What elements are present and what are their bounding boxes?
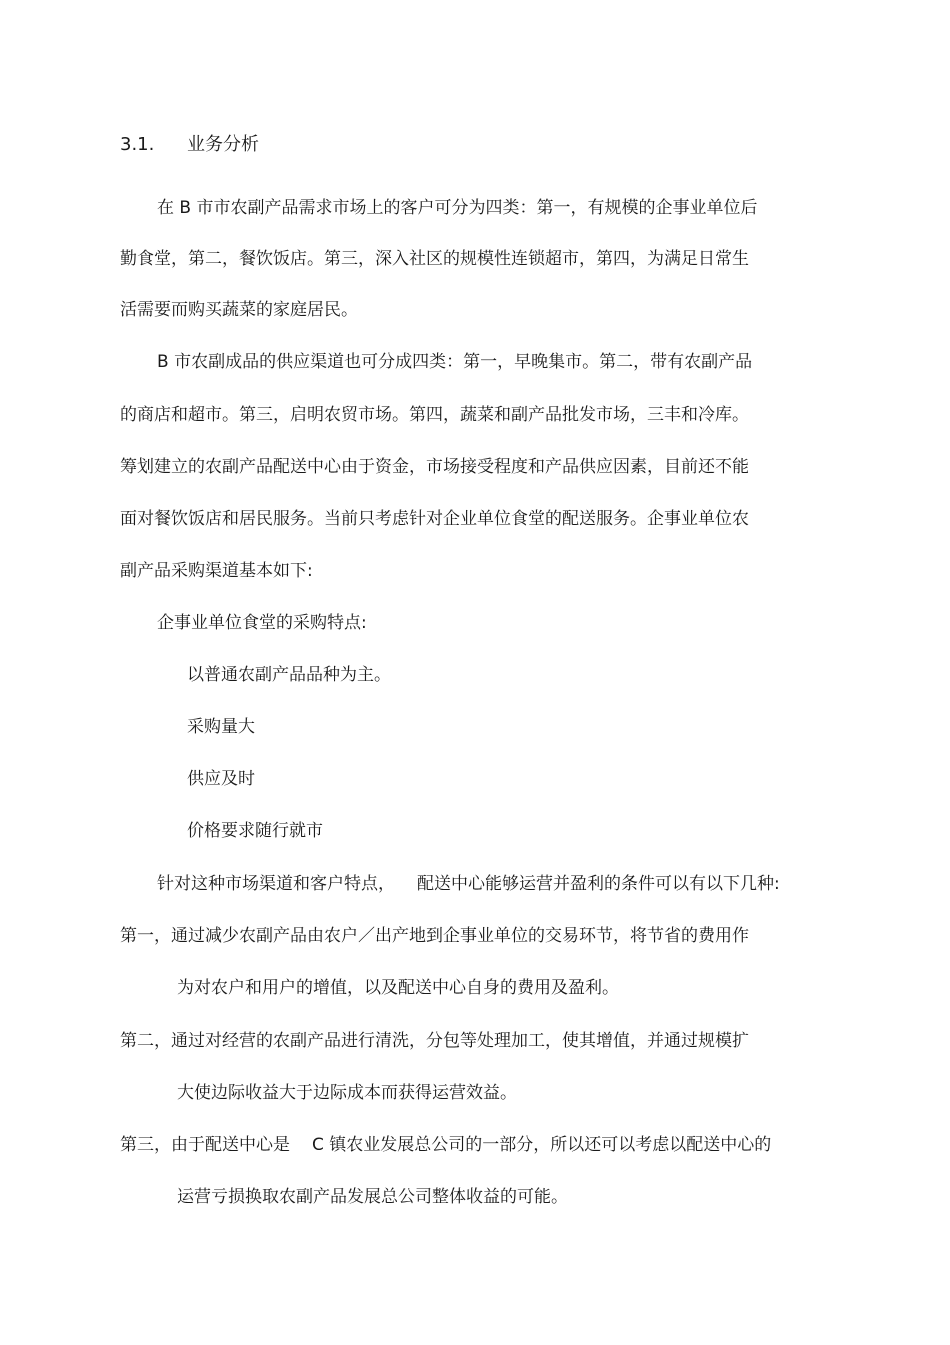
condition-3-line-1 <box>120 1134 771 1156</box>
condition-1-line-1: 第一，通过减少农副产品由农户／出产地到企事业单位的交易环节，将节省的费用作 <box>120 926 749 946</box>
condition-1-line-2: 为对农户和用户的增值，以及配送中心自身的费用及盈利。 <box>177 978 619 998</box>
condition-2-line-1: 第二，通过对经营的农副产品进行清洗，分包等处理加工，使其增值，并通过规模扩 <box>120 1031 749 1051</box>
condition-3-line-1-part-2: C 镇农业发展总公司的一部分，所以还可以考虑以配送中心的 <box>312 1135 772 1155</box>
condition-3-line-2: 运营亏损换取农副产品发展总公司整体收益的可能。 <box>177 1187 568 1207</box>
feature-item: 以普通农副产品品种为主。 <box>187 665 391 685</box>
condition-2-line-2: 大使边际收益大于边际成本而获得运营效益。 <box>177 1083 517 1103</box>
feature-item: 供应及时 <box>187 769 255 789</box>
features-title: 企事业单位食堂的采购特点: <box>157 613 367 633</box>
section-number: 3.1. <box>120 134 155 155</box>
paragraph-2-line-4: 面对餐饮饭店和居民服务。当前只考虑针对企业单位食堂的配送服务。企事业单位农 <box>120 509 749 529</box>
feature-item: 采购量大 <box>187 717 255 737</box>
paragraph-1-line-1: 在 B 市市农副产品需求市场上的客户可分为四类：第一，有规模的企事业单位后 <box>157 198 758 218</box>
paragraph-2-line-5: 副产品采购渠道基本如下: <box>120 561 313 581</box>
conditions-intro-part-1: 针对这种市场渠道和客户特点， <box>157 874 395 894</box>
paragraph-2-line-3: 筹划建立的农副产品配送中心由于资金，市场接受程度和产品供应因素，目前还不能 <box>120 457 749 477</box>
conditions-intro <box>157 873 780 895</box>
paragraph-1-line-2: 勤食堂，第二，餐饮饭店。第三，深入社区的规模性连锁超市，第四，为满足日常生 <box>120 249 749 269</box>
paragraph-2-line-1: B 市农副成品的供应渠道也可分成四类：第一，早晚集市。第二，带有农副产品 <box>157 352 753 372</box>
paragraph-2-line-2: 的商店和超市。第三，启明农贸市场。第四，蔬菜和副产品批发市场，三丰和冷库。 <box>120 405 749 425</box>
conditions-intro-part-2: 配送中心能够运营并盈利的条件可以有以下几种: <box>417 874 780 894</box>
condition-3-line-1-part-1: 第三，由于配送中心是 <box>120 1135 290 1155</box>
paragraph-1-line-3: 活需要而购买蔬菜的家庭居民。 <box>120 300 358 320</box>
section-title: 业务分析 <box>187 134 259 155</box>
feature-item: 价格要求随行就市 <box>187 821 323 841</box>
